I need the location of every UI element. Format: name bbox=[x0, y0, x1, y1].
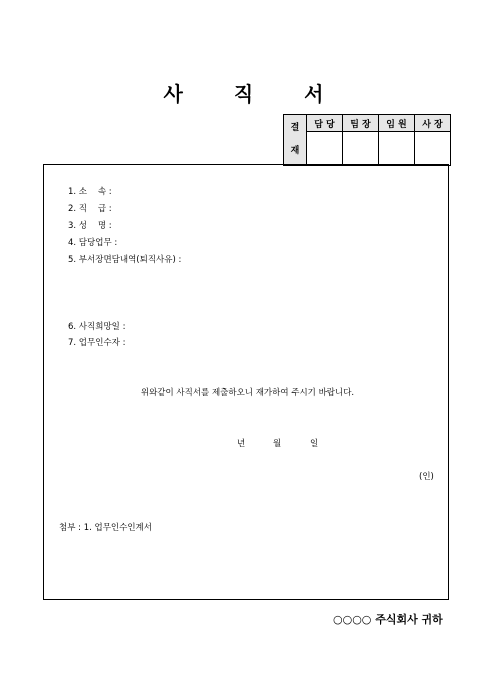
approval-head-president: 사 장 bbox=[415, 115, 451, 132]
approval-label-bottom: 재 bbox=[290, 146, 300, 156]
attachment-text: 첨부 : 1. 업무인수인계서 bbox=[59, 523, 152, 533]
approval-head-executive: 임 원 bbox=[379, 115, 415, 132]
field-name: 3. 성 명 : bbox=[68, 221, 112, 231]
approval-head-team-leader: 팀 장 bbox=[343, 115, 379, 132]
field-interview: 5. 부서장면담내역(퇴직사유) : bbox=[68, 255, 182, 265]
approval-head-staff: 담 당 bbox=[307, 115, 343, 132]
approval-table bbox=[283, 114, 451, 166]
date-month: 월 bbox=[273, 439, 282, 449]
approval-label bbox=[284, 115, 307, 166]
field-department: 1. 소 속 : bbox=[68, 187, 112, 197]
approval-label-top: 결 bbox=[290, 123, 300, 133]
approval-sign-executive[interactable] bbox=[379, 132, 415, 166]
field-position: 2. 직 급 : bbox=[68, 204, 112, 214]
approval-sign-staff[interactable] bbox=[307, 132, 343, 166]
seal-mark: (인) bbox=[419, 472, 434, 482]
approval-sign-president[interactable] bbox=[415, 132, 451, 166]
field-duty: 4. 담당업무 : bbox=[68, 238, 118, 248]
document-title: 사 직 서 bbox=[163, 82, 346, 106]
field-successor: 7. 업무인수자 : bbox=[68, 338, 126, 348]
field-resign-date: 6. 사직희망일 : bbox=[68, 322, 126, 332]
approval-sign-team-leader[interactable] bbox=[343, 132, 379, 166]
date-day: 일 bbox=[310, 439, 319, 449]
statement-text: 위와같이 사직서를 제출하오니 재가하여 주시기 바랍니다. bbox=[140, 388, 355, 398]
addressee: ○○○○ 주식회사 귀하 bbox=[333, 613, 443, 626]
date-year: 년 bbox=[237, 439, 246, 449]
